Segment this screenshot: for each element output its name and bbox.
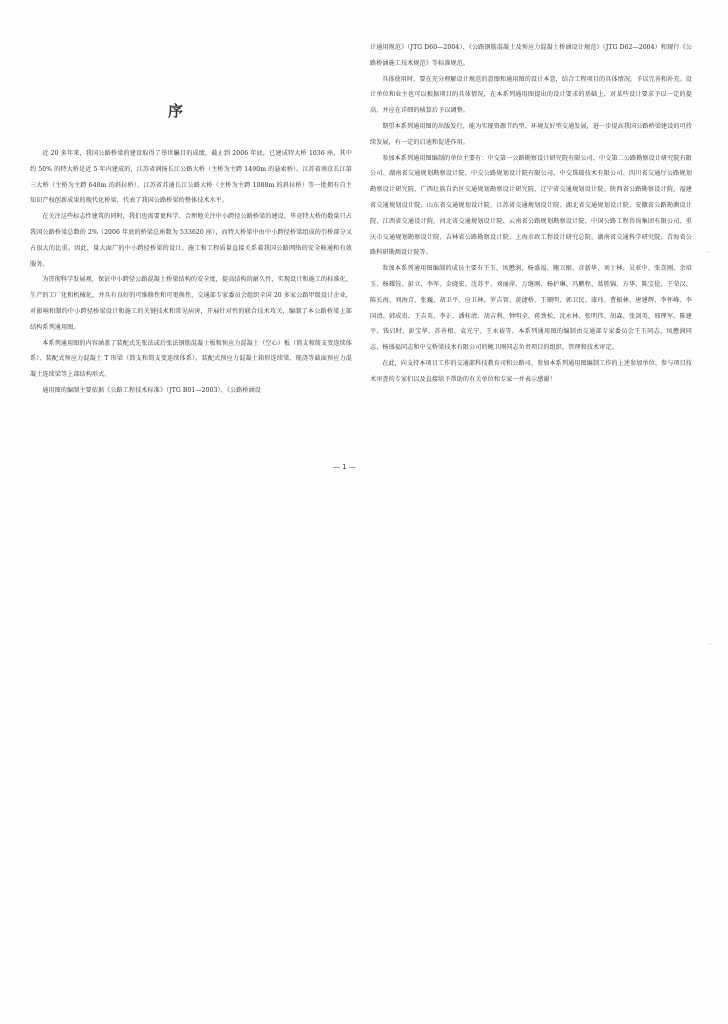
paragraph: 近 20 多年来，我国公路桥梁的建设取得了举世瞩目的成绩，截止到 2006 年底，已建成特大桥 1036 座，其中约 50% 的特大桥是近 5 年内建成的，江苏省润扬长江公路大桥（主桥为主跨 1490m 的悬索桥）、江苏省南京长江第三大桥（主桥为主跨 648m 的斜拉桥）、江苏省苏通长江公路大桥（主桥为主跨 1088m 的斜拉桥）等一批拥有自主知识产权创新成果的现代化桥梁，代表了我国公路桥梁的整体技术水平。 (30, 150, 352, 205)
paragraph: 为贯彻科学发展观，保证中小跨径公路混凝土桥梁结构的安全度，提高结构的耐久性，实现设计和施工的标准化、生产的工厂化和机械化，并具有良好的可维修性和可更换性，交通部专家委员会组织全国 20 多家公路甲级设计企业，对影响和制约中小跨径桥梁设计和施工的关键技术和常见病害，开展针对性的联合技术攻关，编制了本公路桥梁上部结构系列通用图。 (30, 276, 352, 331)
paragraph: 在关注这些标志性建筑的同时，我们也需要更科学、合理地关注中小跨径公路桥梁的建设。毕竟特大桥的数量只占我国公路桥梁总数的 2%（2006 年底的桥梁总座数为 533620 座），而特大桥梁中由中小跨径桥梁组成的引桥部分又占很大的比重。因此，量大面广的中小跨径桥梁的设计、施工和工程质量直接关系着我国公路网络的安全畅通和有效服务。 (30, 213, 352, 268)
edge-mark: · (709, 640, 712, 649)
paragraph: 通用图的编制主要依据《公路工程技术标准》（JTG B01—2003）、《公路桥涵设 (42, 386, 262, 394)
paragraph: 计通用规范》（JTG D60—2004）、《公路钢筋混凝土及预应力混凝土桥涵设计规范》（JTG D62—2004）和现行《公路桥涵施工技术规范》等标准规范。 (370, 44, 692, 67)
page-title: 序 (168, 102, 186, 120)
paragraph: 期望本系列通用图的出版发行，能为实现资源节约型、环境友好型交通发展，进一步提高我国公路桥梁建设的可持续发展，有一定的启迪和促进作用。 (370, 122, 692, 146)
paragraph: 具体使用时，要在充分理解设计规范的意图和通用图的设计本意，结合工程项目的具体情况，予以完善和补充。设计单位和业主也可以根据项目的具体情况，在本系列通用图提出的设计要求的基础上，对某些设计要求予以一定的提高，并应在详细的核算后予以调整。 (370, 75, 692, 115)
paragraph: 参加本系列通用图编制的单位主要有：中交第一公路勘察设计研究院有限公司、中交第二公路勘察设计研究院有限公司、湖南省交通规划勘察设计院、中交公路规划设计院有限公司、中交珠瑞技术有限公司、四川省交通厅公路规划勘察设计研究院、广西壮族自治区交通规划勘察设计研究院、辽宁省交通规划设计院、陕西省公路勘察设计院、福建省交通规划设计院、山东省交通规划设计院、江苏省交通规划设计院、湖北省交通规划设计院、安徽省公路勘测设计院、江西省交通设计院、河北省交通规划设计院、云南省公路规划勘察设计院、中国公路工程咨询集团有限公司、重庆市交通规划勘察设计院、吉林省公路勘察设计院、上海市政工程设计研究总院、湖南省交通科学研究院、青海省公路科研勘测设计院等。 (370, 154, 692, 257)
paragraph: 本系列通用图的内容涵盖了装配式先张法或后张法钢筋混凝土板和预应力混凝土（空心）板（简支和简支变连续体系）、装配式预应力混凝土 T 形梁（简支和简支变连续体系）、装配式预应力混凝土箱形连续梁、现浇等截面预应力混凝土连续梁等上部结构形式。 (30, 339, 352, 379)
page-number: — 1 — (333, 463, 356, 471)
right-column (370, 40, 692, 388)
paragraph: 参加本系列通用图编制的成员主要有王玉、凤懋润、杨盛福、鲍卫刚、彦新华、刘士林、吴亚中、张喜刚、余培玉、杨耀铨、彭立、李军、金晓宏、沈苏平、刘丽萍、万继刚、杨护琳、冯鹏程、葛胜锦、方华、陈宝俭、王荣汉、陈长海、刘海青、张巍、胡卫平、应卫林、罗吉智、黄捷桥、王顺明、郭卫民、漆玮、曹振林、唐建辉、李怀峰、李国清、韩成贵、王吉英、李正、潘桂清、胡吉利、钟明全、蒋劲松、沈永林、张明伟、胡森、张剑英、邢理军、陈建平、钱启时、彭宝华、苏善根、袁光宁、王永裕等。本系列通用图的编制由交通部专家委员会王玉同志、凤懋润同志、杨盛福同志和中交桥梁技术有限公司的鲍卫刚同志负责项目的组织、管理和技术审定。 (370, 265, 692, 352)
edge-mark: · (707, 248, 710, 257)
left-column (30, 146, 352, 399)
paragraph: 在此，向支持本项目工作的交通部科技教育司和公路司、参加本系列通用图编制工作的上述参加单位、参与项目技术审查的专家们以及直接给予帮助的有关单位和专家一并表示感谢！ (370, 359, 692, 383)
